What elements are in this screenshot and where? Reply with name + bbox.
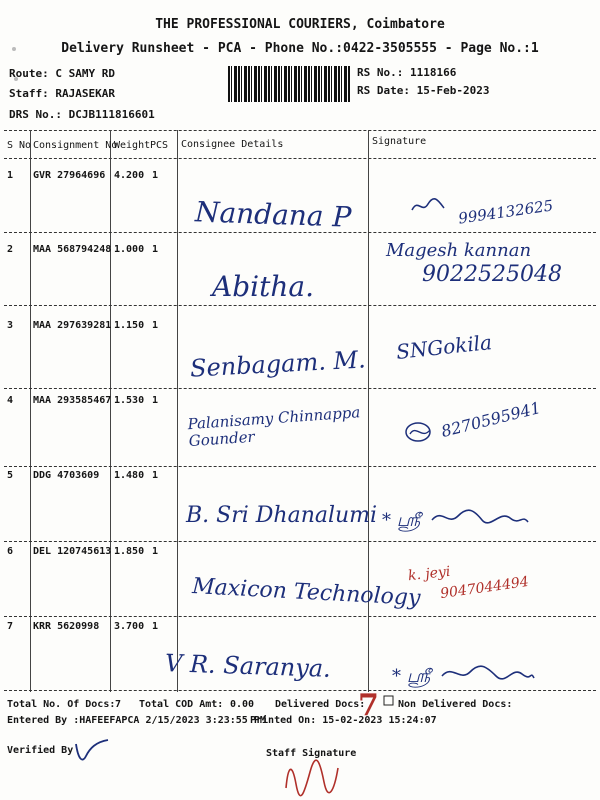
row-2-sno: 2 <box>7 244 14 255</box>
row-7-weight: 3.700 <box>114 621 145 632</box>
row-4-sno: 4 <box>7 395 14 406</box>
row-1-sno: 1 <box>7 170 14 181</box>
total-docs-label: Total No. Of Docs: <box>7 699 116 710</box>
row-3-sno: 3 <box>7 320 14 331</box>
row-separator <box>4 305 596 306</box>
row-5-weight: 1.480 <box>114 470 145 481</box>
row-1-weight: 4.200 <box>114 170 145 181</box>
delivered-docs-handwriting: 7 <box>358 688 379 723</box>
row-4-consignment: MAA 293585467 <box>33 395 112 406</box>
col-header-consignee: Consignee Details <box>181 139 284 150</box>
row-2-signature-phone: 9022525048 <box>422 262 562 287</box>
row-6-signature-name: k. jeyi <box>407 563 452 585</box>
row-5-consignee-handwriting: B. Sri Dhanalumi <box>186 503 378 528</box>
staff-text: Staff: RAJASEKAR <box>9 87 115 100</box>
rs-number: RS No.: 1118166 <box>357 66 457 79</box>
column-divider <box>177 130 178 692</box>
staff-signature-label: Staff Signature <box>266 748 357 759</box>
row-2-weight: 1.000 <box>114 244 145 255</box>
row-2-consignment: MAA 568794248 <box>33 244 112 255</box>
rs-date: RS Date: 15-Feb-2023 <box>357 84 490 97</box>
delivered-docs-label: Delivered Docs: <box>275 699 366 710</box>
non-delivered-docs-label: Non Delivered Docs: <box>398 699 513 710</box>
row-7-consignee-handwriting: V R. Saranya. <box>164 649 332 683</box>
drs-number: DRS No.: DCJB111816601 <box>9 108 155 121</box>
row-3-consignment: MAA 297639281 <box>33 320 112 331</box>
row-4-signature-phone: 8270595941 <box>439 397 543 442</box>
row-separator <box>4 616 596 617</box>
row-3-signature: SNGokila <box>395 330 494 364</box>
row-1-pcs: 1 <box>152 170 159 181</box>
row-1-consignment: GVR 27964696 <box>33 170 106 181</box>
row-5-signature: * ஸ்ரீ <box>382 510 421 531</box>
verified-by-label: Verified By <box>7 745 74 756</box>
column-divider <box>110 130 111 692</box>
row-6-pcs: 1 <box>152 546 159 557</box>
table-bottom-separator <box>4 690 596 691</box>
row-2-signature-name: Magesh kannan <box>386 240 532 261</box>
col-header-sno: S No <box>7 140 32 151</box>
route-text: Route: C SAMY RD <box>9 67 115 80</box>
company-title: THE PROFESSIONAL COURIERS, Coimbatore <box>155 17 445 32</box>
row-6-consignment: DEL 120745613 <box>33 546 112 557</box>
row-7-signature: * ஸ்ரீ <box>392 666 431 687</box>
row-3-pcs: 1 <box>152 320 159 331</box>
column-divider <box>30 130 31 692</box>
row-1-signature-phone: 9994132625 <box>457 196 555 228</box>
row-1-consignee-handwriting: Nandana P <box>194 195 352 234</box>
header-bottom-separator <box>4 158 596 159</box>
row-6-sno: 6 <box>7 546 14 557</box>
total-docs-value: 7 <box>115 699 122 710</box>
row-7-consignment: KRR 5620998 <box>33 621 100 632</box>
row-separator <box>4 541 596 542</box>
col-header-signature: Signature <box>372 136 427 147</box>
row-4-signature-scribble <box>404 420 434 444</box>
row-6-weight: 1.850 <box>114 546 145 557</box>
row-3-weight: 1.150 <box>114 320 145 331</box>
row-3-consignee-handwriting: Senbagam. M. <box>189 345 367 383</box>
row-4-consignee-handwriting: Palanisamy Chinnappa Gounder <box>186 403 361 451</box>
col-header-consignment: Consignment No <box>33 140 118 151</box>
row-separator <box>4 388 596 389</box>
header-top-separator <box>4 130 596 131</box>
entered-by: Entered By :HAFEEFAPCA 2/15/2023 3:23:55 PM <box>7 715 266 726</box>
row-2-consignee-handwriting: Abitha. <box>212 270 314 303</box>
row-1-signature-scribble <box>410 196 446 216</box>
col-header-weight: Weight <box>114 140 151 151</box>
col-header-pcs: PCS <box>150 140 169 151</box>
row-5-consignment: DDG 4703609 <box>33 470 100 481</box>
row-5-pcs: 1 <box>152 470 159 481</box>
row-4-weight: 1.530 <box>114 395 145 406</box>
printed-on: Printed On: 15-02-2023 15:24:07 <box>250 715 437 726</box>
row-7-signature-scribble <box>440 660 536 686</box>
staff-signature-scribble <box>282 758 342 798</box>
checkbox-icon <box>383 695 395 707</box>
row-separator <box>4 232 596 233</box>
cod-value: 0.00 <box>230 699 255 710</box>
row-5-sno: 5 <box>7 470 14 481</box>
row-5-signature-scribble <box>430 504 530 530</box>
row-7-sno: 7 <box>7 621 14 632</box>
barcode-image <box>228 66 350 102</box>
verified-by-signature <box>72 736 112 766</box>
cod-label: Total COD Amt: <box>139 699 224 710</box>
runsheet-subtitle: Delivery Runsheet - PCA - Phone No.:0422-3505555 - Page No.:1 <box>61 41 539 56</box>
row-separator <box>4 466 596 467</box>
row-6-consignee-handwriting: Maxicon Technology <box>191 574 421 611</box>
row-2-pcs: 1 <box>152 244 159 255</box>
row-4-pcs: 1 <box>152 395 159 406</box>
row-6-signature-phone: 9047044494 <box>439 573 530 603</box>
row-7-pcs: 1 <box>152 621 159 632</box>
